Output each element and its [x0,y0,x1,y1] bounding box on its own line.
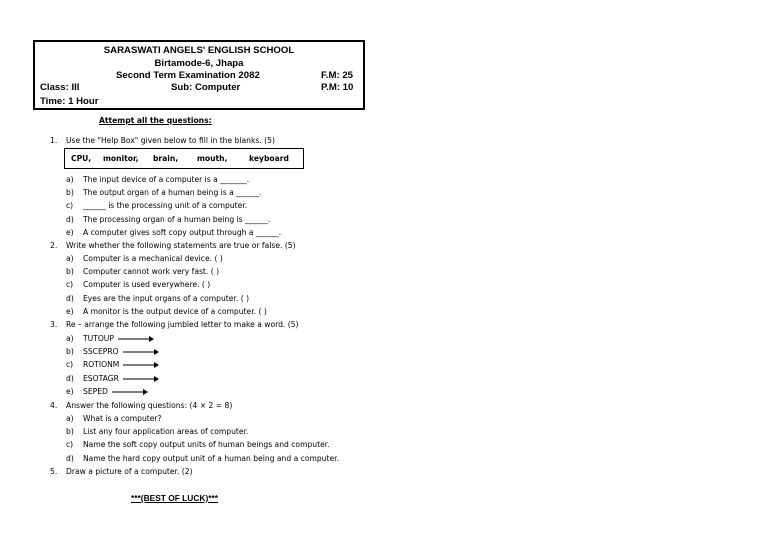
question-2 [50,241,296,251]
sub-label: c) [66,440,74,449]
jumbled-word: TUTOUP [83,334,114,343]
exam-title: Second Term Examination 2082 [116,70,260,81]
jumbled-word: ROTIONM [83,360,120,369]
help-word: mouth, [197,154,228,163]
sub-text: Computer is used everywhere. ( ) [83,280,211,289]
sub-text: The processing organ of a human being is ______. [83,215,271,224]
sub-question [66,440,330,450]
help-word: brain, [153,154,179,163]
sub-label: e) [66,228,74,237]
question-text: Answer the following questions: (4 × 2 = 8) [66,401,233,410]
question-number: 2. [50,241,58,250]
arrow-right-icon [123,349,159,355]
sub-label: a) [66,254,74,263]
arrow-right-icon [123,362,159,368]
question-3 [50,320,299,330]
sub-label: a) [66,414,74,423]
question-text: Use the "Help Box" given below to fill in the blanks. (5) [66,136,275,145]
sub-text: Name the hard copy output unit of a human being and a computer. [83,454,339,463]
full-marks: F.M: 25 [321,70,353,81]
sub-question [66,347,159,357]
jumbled-word: SSCEPRO [83,347,119,356]
sub-label: c) [66,280,74,289]
exam-header [33,40,365,110]
question-number: 4. [50,401,58,410]
sub-question [66,387,148,397]
sub-text: Eyes are the input organs of a computer. ( ) [83,294,250,303]
sub-text: The output organ of a human being is a ______. [83,188,262,197]
question-number: 1. [50,136,58,145]
sub-label: c) [66,201,74,210]
sub-label: b) [66,427,74,436]
instruction: Attempt all the questions: [99,116,212,125]
question-5 [50,467,193,477]
help-word: monitor, [103,154,139,163]
sub-label: d) [66,215,74,224]
sub-label: b) [66,267,74,276]
sub-label: e) [66,387,74,396]
sub-question [66,228,281,238]
sub-question [66,215,270,225]
pass-marks: P.M: 10 [321,82,354,93]
sub-question [66,334,154,344]
sub-question [66,294,249,304]
sub-text: Computer cannot work very fast. ( ) [83,267,220,276]
sub-question [66,254,223,264]
sub-text: The input device of a computer is a _______. [83,175,250,184]
help-word: CPU, [71,154,92,163]
arrow-right-icon [123,376,159,382]
sub-label: c) [66,360,74,369]
question-1 [50,136,275,146]
question-4 [50,401,232,411]
sub-text: ______ is the processing unit of a computer. [83,201,248,210]
sub-label: b) [66,347,74,356]
sub-text: A monitor is the output device of a computer. ( ) [83,307,267,316]
subject-label: Sub: Computer [171,82,241,93]
sub-label: a) [66,175,74,184]
sub-question [66,188,261,198]
jumbled-word: SEPED [83,387,108,396]
jumbled-word: ESOTAGR [83,374,119,383]
school-name: SARASWATI ANGELS' ENGLISH SCHOOL [103,45,295,56]
sub-label: d) [66,374,74,383]
sub-question [66,360,159,370]
footer-wish: ***(BEST OF LUCK)*** [131,493,219,503]
sub-question [66,267,219,277]
question-number: 3. [50,320,58,329]
arrow-right-icon [112,389,148,395]
sub-label: b) [66,188,74,197]
sub-question [66,307,267,317]
sub-label: d) [66,294,74,303]
question-text: Write whether the following statements are true or false. (5) [66,241,296,250]
question-text: Re – arrange the following jumbled letter to make a word. (5) [66,320,299,329]
sub-question [66,454,339,464]
sub-question [66,201,247,211]
class-label: Class: III [40,82,80,93]
sub-label: a) [66,334,74,343]
sub-text: What is a computer? [83,414,162,423]
sub-question [66,374,159,384]
sub-text: List any four application areas of computer. [83,427,249,436]
sub-question [66,175,249,185]
question-number: 5. [50,467,58,476]
sub-label: e) [66,307,74,316]
sub-text: A computer gives soft copy output through a ______. [83,228,282,237]
sub-question [66,427,248,437]
help-box [64,148,304,169]
sub-question [66,280,210,290]
sub-question [66,414,162,424]
sub-text: Computer is a mechanical device. ( ) [83,254,223,263]
sub-label: d) [66,454,74,463]
time-label: Time: 1 Hour [40,96,99,107]
sub-text: Name the soft copy output units of human beings and computer. [83,440,330,449]
help-word: keyboard [249,154,289,163]
question-text: Draw a picture of a computer. (2) [66,467,193,476]
arrow-right-icon [118,336,154,342]
school-address: Birtamode-6, Jhapa [154,58,244,69]
